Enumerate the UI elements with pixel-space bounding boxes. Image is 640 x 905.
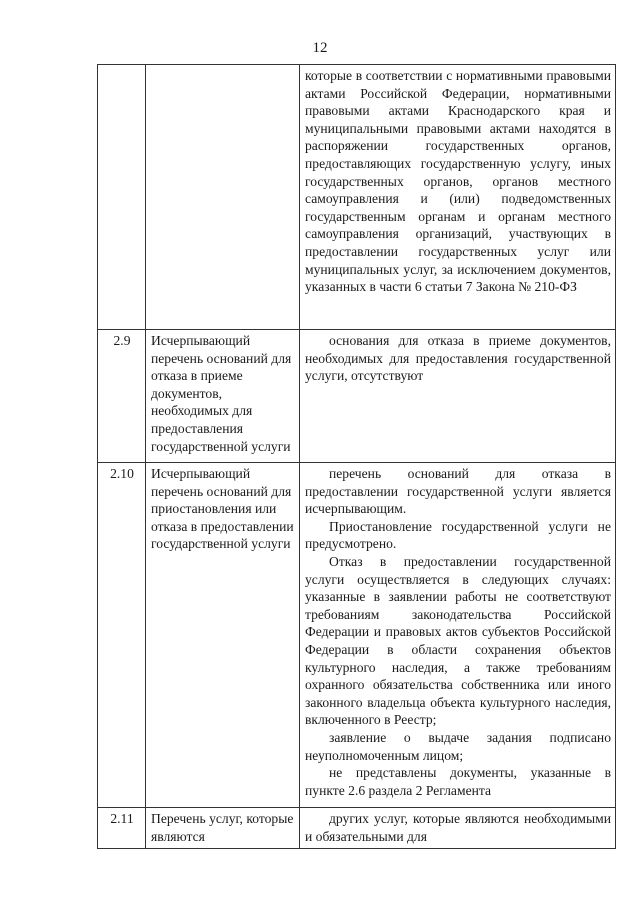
description-paragraph: основания для отказа в приеме документов, необходимых для предоставления государственной услуги, отсутствуют bbox=[305, 333, 611, 384]
page-number: 12 bbox=[312, 40, 328, 56]
item-name bbox=[146, 65, 300, 330]
description-paragraph: других услуг, которые являются необходимыми и обязательными для bbox=[305, 811, 611, 844]
table-row bbox=[98, 330, 616, 463]
description-paragraph: Приостановление государственной услуги не предусмотрено. bbox=[305, 518, 611, 552]
item-name: Исчерпывающий перечень оснований для отказа в приеме документов, необходимых для предоставления государственной услуги bbox=[146, 330, 300, 463]
table-row bbox=[98, 808, 616, 849]
item-description bbox=[300, 808, 616, 849]
description-paragraph: Отказ в предоставлении государственной услуги осуществляется в следующих случаях: указанные в заявлении работы не соответствуют требованиям законодательства Российской Федерации и правовых актов субъектов Российской Федерации в области сохранения объектов культурного наследия, а также требованиям охранного обязательства собственника или иного законного владельца объекта культурного наследия, включенного в Реестр; bbox=[305, 553, 611, 728]
item-number: 2.10 bbox=[98, 463, 146, 808]
item-name: Перечень услуг, которые являются bbox=[146, 808, 300, 849]
table-row bbox=[98, 463, 616, 808]
item-description bbox=[300, 65, 616, 330]
item-number bbox=[98, 65, 146, 330]
description-paragraph: заявление о выдаче задания подписано неуполномоченным лицом; bbox=[305, 729, 611, 763]
item-name: Исчерпывающий перечень оснований для приостановления или отказа в предоставлении государственной услуги bbox=[146, 463, 300, 808]
item-description bbox=[300, 330, 616, 463]
item-number: 2.11 bbox=[98, 808, 146, 849]
table-row bbox=[98, 65, 616, 330]
item-description bbox=[300, 463, 616, 808]
description-paragraph: не представлены документы, указанные в пункте 2.6 раздела 2 Регламента bbox=[305, 765, 611, 798]
description-paragraph: перечень оснований для отказа в предоставлении государственной услуги является исчерпывающим. bbox=[305, 466, 611, 517]
regulation-table bbox=[97, 64, 616, 849]
description-paragraph: которые в соответствии с нормативными правовыми актами Российской Федерации, нормативными правовыми актами Краснодарского края и муниципальными правовыми актами находятся в распоряжении государственных органов, предоставляющих государственную услугу, иных государственных органов, органов местного самоуправления и (или) подведомственных государственным органам и органам местного самоуправления организаций, участвующих в предоставлении государственных услуг или муниципальных услуг, за исключением документов, указанных в части 6 статьи 7 Закона № 210-ФЗ bbox=[305, 68, 611, 295]
item-number: 2.9 bbox=[98, 330, 146, 463]
